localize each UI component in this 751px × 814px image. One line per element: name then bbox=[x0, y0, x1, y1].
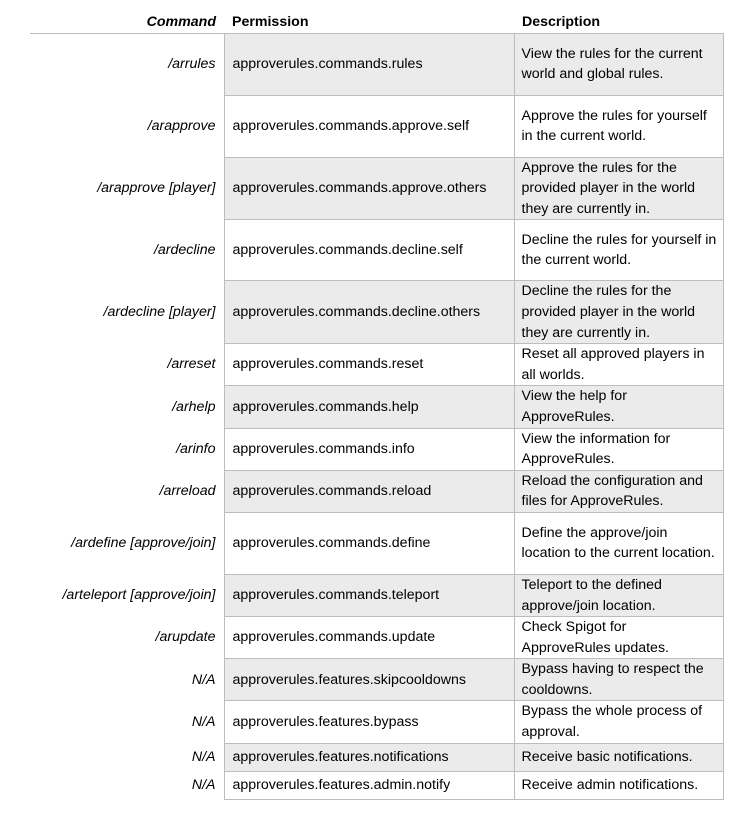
permission-cell: approverules.commands.help bbox=[224, 386, 514, 428]
permission-cell: approverules.commands.define bbox=[224, 512, 514, 574]
description-cell: Approve the rules for the provided player in the world they are currently in. bbox=[514, 157, 723, 220]
header-row bbox=[30, 12, 723, 33]
permission-cell: approverules.commands.reload bbox=[224, 470, 514, 512]
command-cell: /arupdate bbox=[155, 629, 216, 646]
command-cell: /arhelp bbox=[172, 398, 216, 415]
command-cell: /ardefine [approve/join] bbox=[71, 535, 216, 552]
command-cell: /arapprove [player] bbox=[97, 180, 216, 197]
permission-cell: approverules.commands.decline.others bbox=[224, 281, 514, 344]
description-cell: Approve the rules for yourself in the current world. bbox=[514, 95, 723, 157]
table-row bbox=[30, 428, 723, 470]
command-cell: /arapprove bbox=[147, 117, 216, 134]
table-row bbox=[30, 512, 723, 574]
table-row bbox=[30, 701, 723, 743]
table-row bbox=[30, 281, 723, 344]
description-cell: View the information for ApproveRules. bbox=[514, 428, 723, 470]
table-row bbox=[30, 157, 723, 220]
description-cell: Teleport to the defined approve/join location. bbox=[514, 574, 723, 616]
permission-cell: approverules.features.admin.notify bbox=[224, 771, 514, 799]
command-cell: N/A bbox=[191, 776, 216, 793]
command-cell: N/A bbox=[191, 713, 216, 730]
table-row bbox=[30, 617, 723, 659]
description-cell: Receive admin notifications. bbox=[514, 771, 723, 799]
description-cell: Decline the rules for the provided player in the world they are currently in. bbox=[514, 281, 723, 344]
description-cell: Reset all approved players in all worlds. bbox=[514, 344, 723, 386]
description-cell: Reload the configuration and files for ApproveRules. bbox=[514, 470, 723, 512]
command-cell: N/A bbox=[191, 671, 216, 688]
command-cell: /ardecline bbox=[153, 242, 216, 259]
permission-cell: approverules.commands.teleport bbox=[224, 574, 514, 616]
table-row bbox=[30, 344, 723, 386]
permission-cell: approverules.commands.decline.self bbox=[224, 220, 514, 281]
command-column-header: Command bbox=[30, 12, 224, 33]
command-cell: /arteleport [approve/join] bbox=[62, 587, 216, 604]
description-cell: View the help for ApproveRules. bbox=[514, 386, 723, 428]
description-cell: Receive basic notifications. bbox=[514, 743, 723, 771]
table-row bbox=[30, 95, 723, 157]
permission-cell: approverules.features.bypass bbox=[224, 701, 514, 743]
description-cell: Bypass having to respect the cooldowns. bbox=[514, 659, 723, 701]
table-row bbox=[30, 33, 723, 95]
table-row bbox=[30, 220, 723, 281]
permission-cell: approverules.commands.approve.self bbox=[224, 95, 514, 157]
table-row bbox=[30, 771, 723, 799]
table-header bbox=[30, 12, 723, 33]
permission-cell: approverules.commands.approve.others bbox=[224, 157, 514, 220]
command-cell: /arreload bbox=[159, 483, 216, 500]
permission-column-header: Permission bbox=[224, 12, 514, 33]
table-row bbox=[30, 743, 723, 771]
description-column-header: Description bbox=[514, 12, 723, 33]
command-cell: /arrules bbox=[168, 56, 216, 73]
description-cell: Check Spigot for ApproveRules updates. bbox=[514, 617, 723, 659]
permission-cell: approverules.commands.update bbox=[224, 617, 514, 659]
permissions-table-container bbox=[30, 12, 723, 800]
permission-cell: approverules.features.notifications bbox=[224, 743, 514, 771]
description-cell: Decline the rules for yourself in the current world. bbox=[514, 220, 723, 281]
table-row bbox=[30, 386, 723, 428]
table-row bbox=[30, 659, 723, 701]
description-cell: Bypass the whole process of approval. bbox=[514, 701, 723, 743]
table-row bbox=[30, 574, 723, 616]
command-cell: /ardecline [player] bbox=[103, 303, 216, 320]
table-row bbox=[30, 470, 723, 512]
command-cell: N/A bbox=[191, 748, 216, 765]
permission-cell: approverules.features.skipcooldowns bbox=[224, 659, 514, 701]
command-cell: /arinfo bbox=[176, 440, 216, 457]
table-body bbox=[30, 33, 723, 799]
permission-cell: approverules.commands.reset bbox=[224, 344, 514, 386]
permissions-table bbox=[30, 12, 724, 800]
permission-cell: approverules.commands.rules bbox=[224, 33, 514, 95]
description-cell: View the rules for the current world and global rules. bbox=[514, 33, 723, 95]
command-cell: /arreset bbox=[167, 356, 216, 373]
description-cell: Define the approve/join location to the current location. bbox=[514, 512, 723, 574]
permission-cell: approverules.commands.info bbox=[224, 428, 514, 470]
